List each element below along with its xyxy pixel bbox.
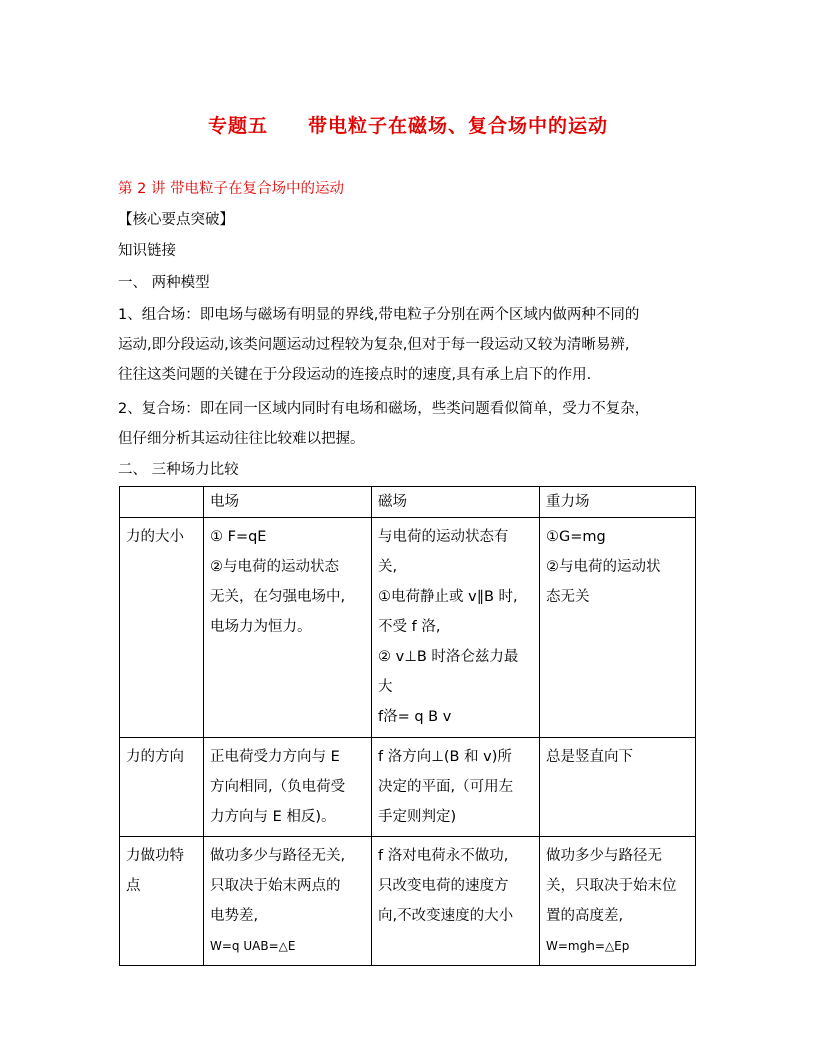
cell-text: 电势差, xyxy=(210,908,259,924)
cell-text: ①电荷静止或 v∥B 时, xyxy=(378,589,518,605)
table-row-magnitude xyxy=(120,518,696,738)
cell-text: 态无关 xyxy=(546,589,590,605)
paragraph-line: 1、组合场：即电场与磁场有明显的界线,带电粒子分别在两个区域内做两种不同的 xyxy=(118,307,640,323)
row-label-cell xyxy=(120,738,204,837)
cell-text: W=q UAB=△E xyxy=(210,939,296,953)
cell-text: 只改变电荷的速度方 xyxy=(378,878,509,894)
gravity-cell xyxy=(540,518,696,738)
gravity-cell xyxy=(540,837,696,966)
row-label: 力的方向 xyxy=(126,749,184,765)
cell-text: 正电荷受力方向与 E xyxy=(210,749,340,765)
document-title: 专题五 带电粒子在磁场、复合场中的运动 xyxy=(207,115,608,137)
gravity-cell xyxy=(540,738,696,837)
cell-text: 无关，在匀强电场中, xyxy=(210,589,346,605)
core-heading: 【核心要点突破】 xyxy=(118,212,234,228)
cell-text: 决定的平面,（可用左 xyxy=(378,779,514,795)
cell-text: 手定则判定) xyxy=(378,809,457,825)
cell-text: 向,不改变速度的大小 xyxy=(378,908,514,924)
magnetic-cell xyxy=(372,738,540,837)
table-row-direction xyxy=(120,738,696,837)
cell-text: W=mgh=△Ep xyxy=(546,939,630,953)
cell-text: 置的高度差, xyxy=(546,908,624,924)
row-label-cell xyxy=(120,518,204,738)
cell-text: ②与电荷的运动状 xyxy=(546,559,661,575)
cell-text: ①G=mg xyxy=(546,529,606,545)
electric-cell xyxy=(204,738,372,837)
electric-cell xyxy=(204,518,372,738)
table-row-work xyxy=(120,837,696,966)
cell-text: 做功多少与路径无 xyxy=(546,848,662,864)
cell-text: f 洛对电荷永不做功, xyxy=(378,848,509,864)
row-label: 力做功特 xyxy=(126,848,184,864)
header-cell-empty xyxy=(120,487,204,518)
row-label-cell xyxy=(120,837,204,966)
paragraph-combined-field xyxy=(118,300,696,390)
lecture-heading: 第 2 讲 带电粒子在复合场中的运动 xyxy=(118,181,345,197)
cell-text: 大 xyxy=(378,679,393,695)
electric-cell xyxy=(204,837,372,966)
cell-text: f 洛方向⊥(B 和 v)所 xyxy=(378,749,512,765)
cell-text: ② v⊥B 时洛仑兹力最 xyxy=(378,649,519,665)
cell-text: 关，只取决于始末位 xyxy=(546,878,677,894)
paragraph-compound-field xyxy=(118,394,696,454)
header-cell-magnetic: 磁场 xyxy=(372,487,540,518)
row-label: 力的大小 xyxy=(126,529,184,545)
header-cell-gravity: 重力场 xyxy=(540,487,696,518)
section-two-heading: 二、 三种场力比较 xyxy=(118,462,239,478)
table-header-row xyxy=(120,487,696,518)
cell-text: ②与电荷的运动状态 xyxy=(210,559,339,575)
cell-text: 与电荷的运动状态有 xyxy=(378,529,509,545)
paragraph-line: 运动,即分段运动,该类问题运动过程较为复杂,但对于每一段运动又较为清晰易辨, xyxy=(118,337,630,353)
cell-text: 方向相同,（负电荷受 xyxy=(210,779,346,795)
magnetic-cell xyxy=(372,837,540,966)
knowledge-link-heading: 知识链接 xyxy=(118,243,176,259)
paragraph-line: 2、复合场：即在同一区域内同时有电场和磁场，些类问题看似简单，受力不复杂， xyxy=(118,401,650,417)
cell-text: f洛= q B v xyxy=(378,709,452,725)
cell-text: ① F=qE xyxy=(210,529,267,545)
cell-text: 做功多少与路径无关, xyxy=(210,848,346,864)
magnetic-cell xyxy=(372,518,540,738)
field-force-comparison-table xyxy=(119,486,696,966)
cell-text: 只取决于始末两点的 xyxy=(210,878,341,894)
paragraph-line: 但仔细分析其运动往往比较难以把握。 xyxy=(118,431,365,447)
cell-text: 总是竖直向下 xyxy=(546,749,633,765)
header-cell-electric: 电场 xyxy=(204,487,372,518)
cell-text: 电场力为恒力。 xyxy=(210,619,312,635)
section-one-heading: 一、 两种模型 xyxy=(118,275,210,291)
cell-text: 不受 f 洛, xyxy=(378,619,441,635)
paragraph-line: 往往这类问题的关键在于分段运动的连接点时的速度,具有承上启下的作用. xyxy=(118,367,592,383)
cell-text: 关, xyxy=(378,559,398,575)
row-label: 点 xyxy=(126,878,141,894)
cell-text: 力方向与 E 相反)。 xyxy=(210,809,336,825)
